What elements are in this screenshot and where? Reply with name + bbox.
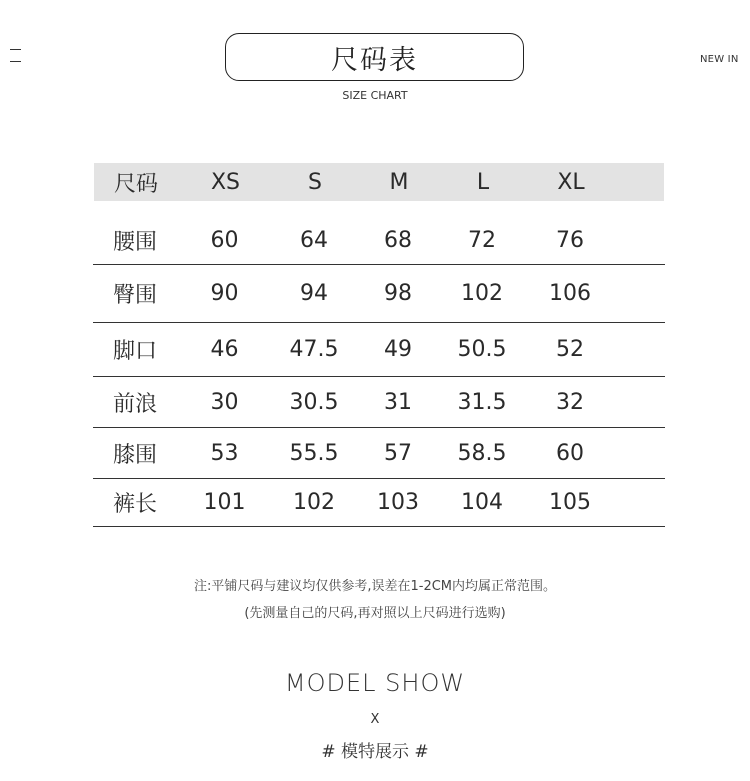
- row-label: 裤长: [112, 492, 157, 517]
- table-cell: 106: [549, 281, 591, 306]
- table-cell: 30.5: [289, 389, 339, 415]
- column-header: L: [476, 169, 490, 195]
- table-cell: 103: [377, 490, 419, 515]
- table-cell: 72: [468, 228, 496, 253]
- table-cell: 102: [461, 281, 503, 306]
- size-note: 注:平铺尺码与建议均仅供参考,误差在1-2CM内均属正常范围。: [193, 579, 557, 594]
- row-label: 前浪: [112, 391, 157, 417]
- column-header: S: [308, 169, 322, 195]
- table-cell: 32: [556, 389, 584, 415]
- table-cell: 53: [210, 440, 239, 466]
- row-label: 脚口: [112, 339, 157, 364]
- table-cell: 90: [210, 281, 239, 306]
- menu-icon[interactable]: [10, 49, 21, 63]
- table-cell: 57: [384, 440, 412, 466]
- table-cell: 31: [384, 389, 412, 415]
- row-label: 腰围: [112, 230, 157, 255]
- x-mark: X: [370, 712, 380, 727]
- model-show-title: MODEL SHOW: [284, 669, 466, 697]
- size-note-hint: (先测量自己的尺码,再对照以上尺码进行选购): [244, 606, 506, 621]
- table-cell: 94: [300, 281, 328, 306]
- table-cell: 50.5: [457, 337, 507, 362]
- table-cell: 31.5: [457, 389, 507, 415]
- table-cell: 104: [461, 490, 503, 515]
- page-title: 尺码表: [225, 33, 524, 81]
- table-row: [93, 201, 665, 265]
- table-cell: 98: [384, 281, 412, 306]
- table-row: [93, 479, 665, 527]
- table-cell: 102: [293, 490, 335, 515]
- table-cell: 46: [210, 337, 239, 362]
- table-cell: 68: [384, 228, 412, 253]
- new-in-link[interactable]: NEW IN: [700, 54, 739, 65]
- table-cell: 52: [556, 337, 584, 362]
- column-header: 尺码: [113, 171, 158, 197]
- table-row: [93, 323, 665, 377]
- table-row: [93, 428, 665, 479]
- table-cell: 47.5: [289, 337, 339, 362]
- table-cell: 58.5: [457, 440, 507, 466]
- column-header: M: [389, 169, 409, 195]
- column-header: XL: [557, 169, 585, 195]
- column-header: XS: [210, 169, 241, 195]
- table-row: [93, 377, 665, 428]
- table-cell: 60: [556, 440, 584, 466]
- size-chart-table: [93, 163, 665, 527]
- table-cell: 101: [203, 490, 246, 515]
- table-cell: 60: [210, 228, 239, 253]
- row-label: 膝围: [112, 442, 157, 468]
- row-label: 臀围: [112, 283, 157, 308]
- table-cell: 49: [384, 337, 412, 362]
- table-header-row: [94, 163, 664, 201]
- table-cell: 105: [549, 490, 591, 515]
- table-cell: 76: [556, 228, 584, 253]
- table-cell: 64: [300, 228, 328, 253]
- model-show-subtitle: # 模特展示 #: [321, 742, 429, 762]
- page-subtitle: SIZE CHART: [342, 89, 408, 102]
- table-cell: 30: [210, 389, 239, 415]
- table-row: [93, 265, 665, 323]
- table-cell: 55.5: [289, 440, 339, 466]
